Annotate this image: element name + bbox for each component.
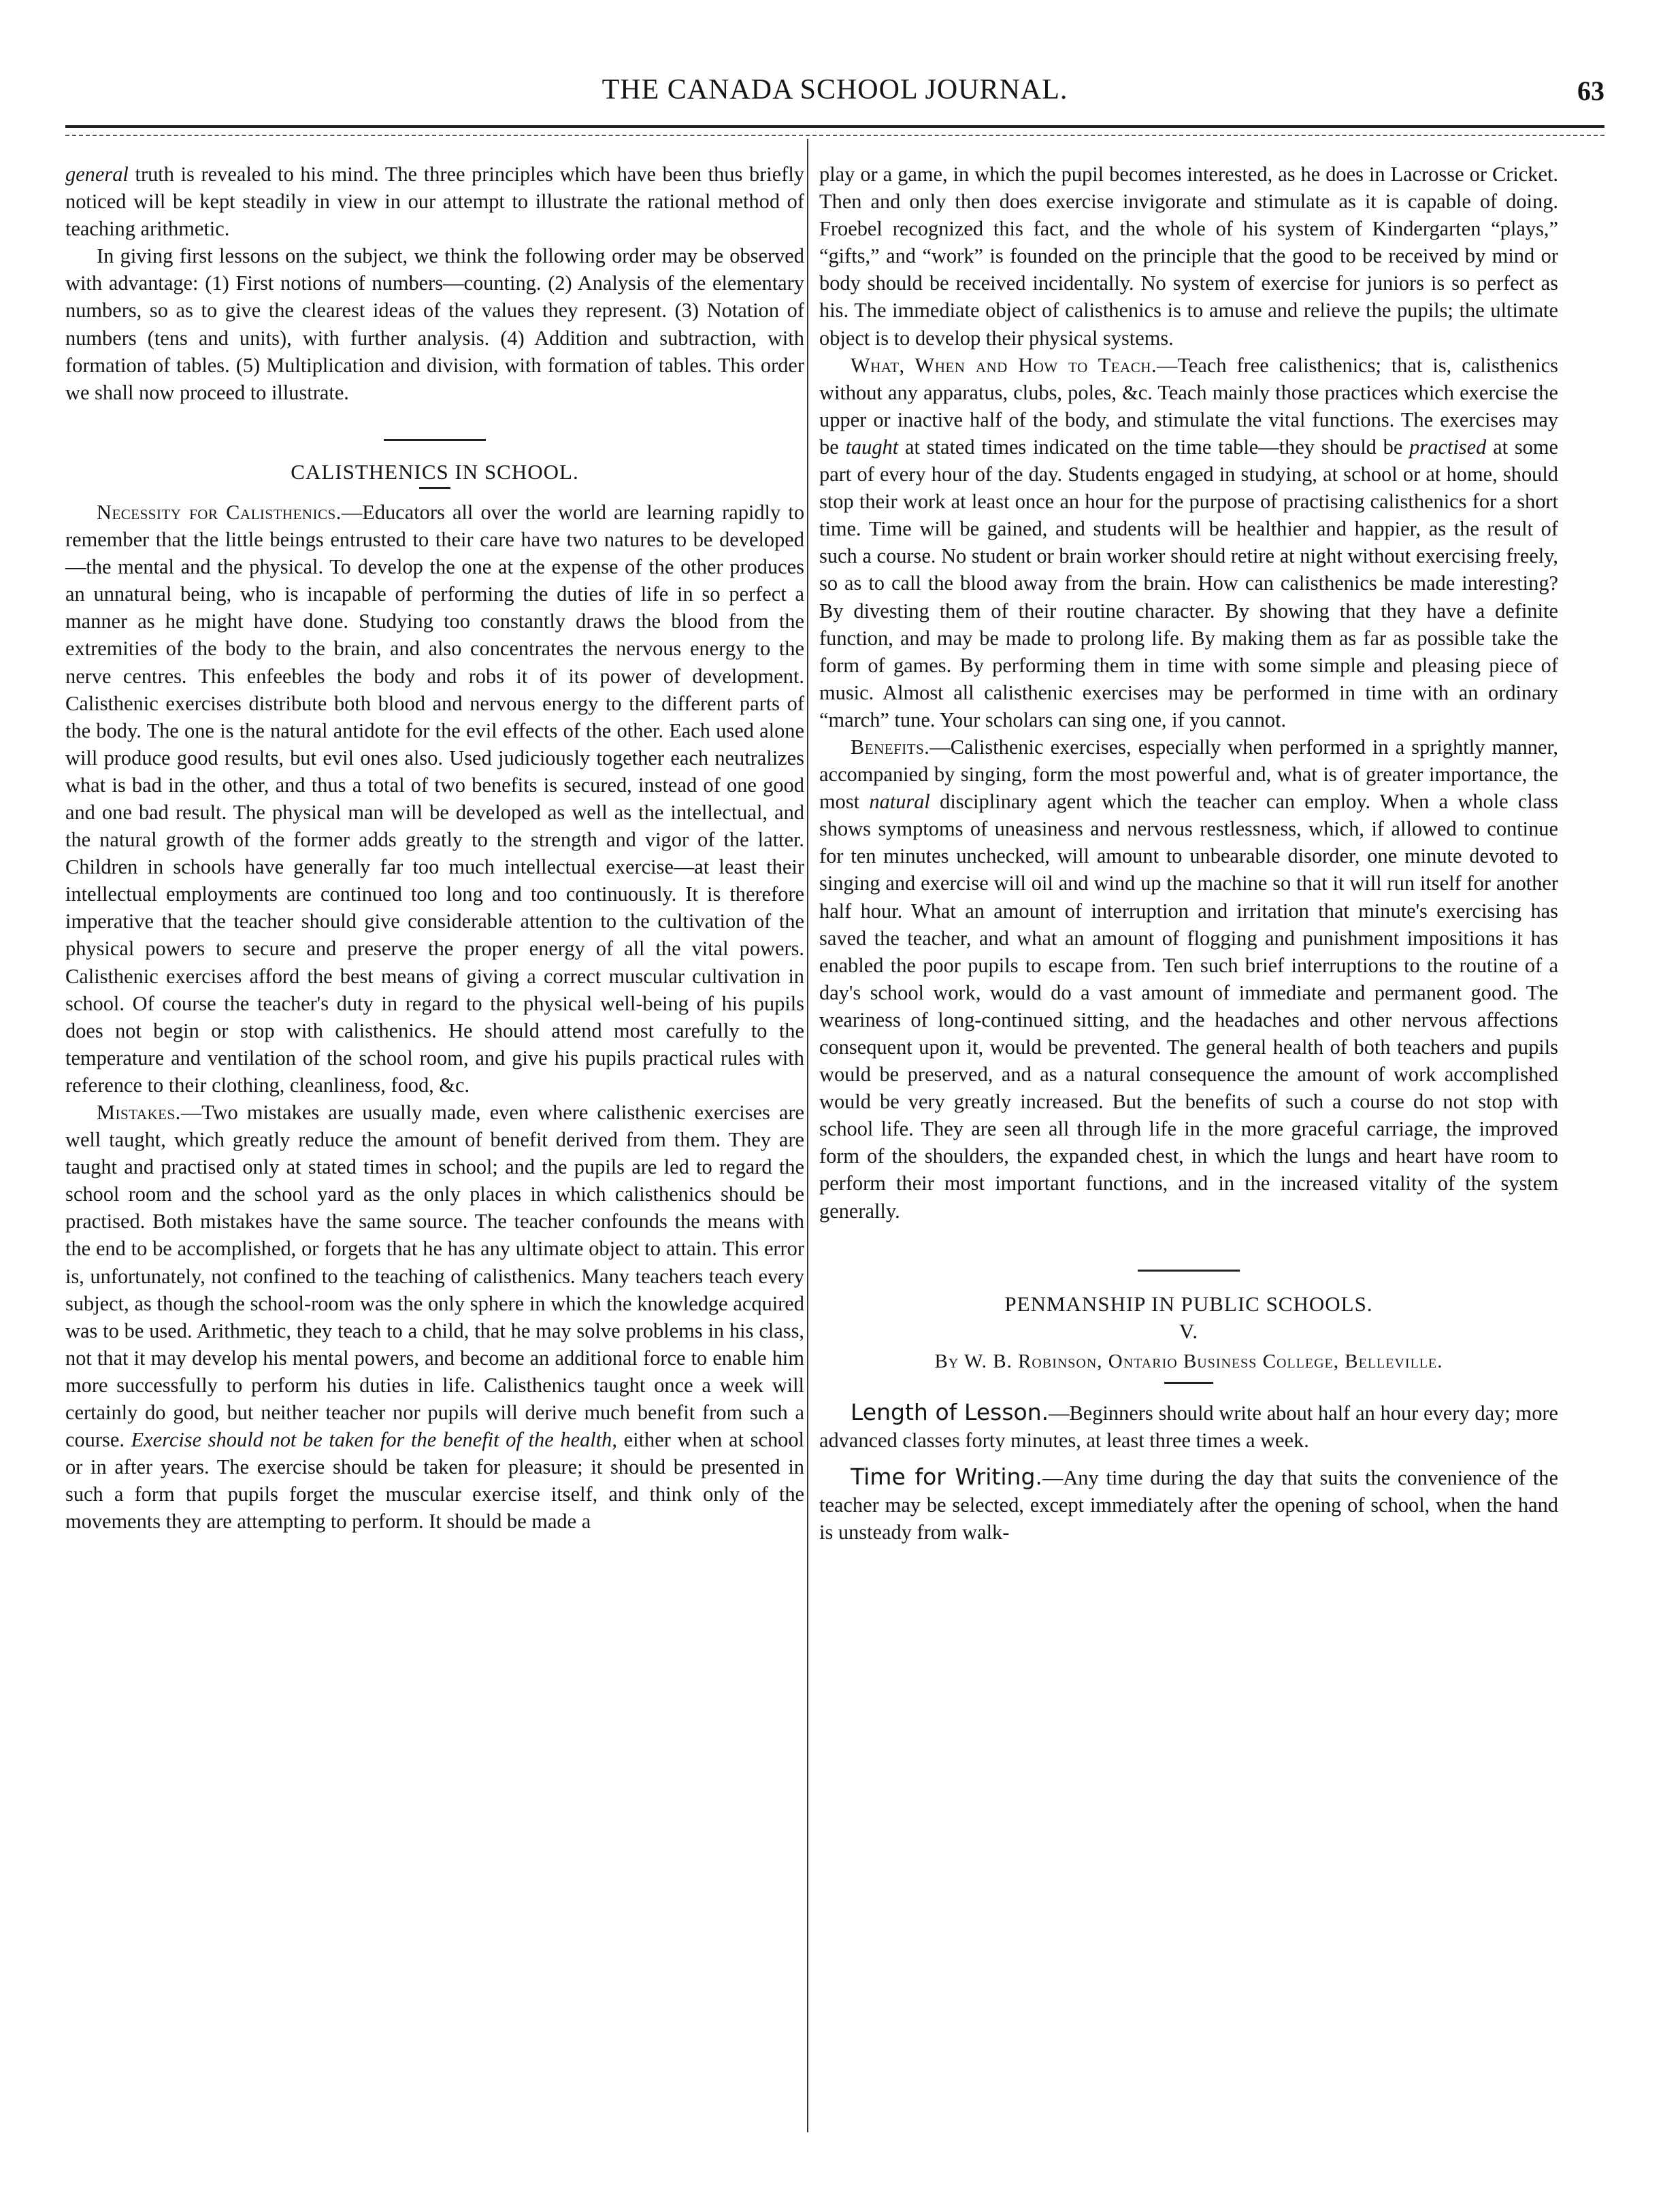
run-in-what-when-how: What, When and How to Teach. xyxy=(851,353,1157,377)
italic-exercise-health: Exercise should not be taken for the benefit of the health, xyxy=(131,1428,617,1452)
header-rule-dashed xyxy=(65,135,1604,136)
header-rule xyxy=(65,125,1604,128)
journal-title: THE CANADA SCHOOL JOURNAL. xyxy=(602,74,1068,105)
paragraph-length-of-lesson: Length of Lesson.—Beginners should write about half an hour every day; more advanced classes forty minutes, at least three times a week. xyxy=(819,1398,1558,1453)
italic-practised: practised xyxy=(1409,435,1487,459)
run-in-mistakes: Mistakes. xyxy=(97,1101,181,1124)
italic-natural: natural xyxy=(869,790,930,814)
italic-general: general xyxy=(65,163,129,186)
left-column xyxy=(65,161,804,1536)
column-divider xyxy=(807,139,808,2132)
right-column xyxy=(819,161,1558,1546)
paragraph-time-for-writing: Time for Writing.—Any time during the day that suits the convenience of the teacher may be selected, except immediately after the opening of school, when the hand is unsteady from walk- xyxy=(819,1463,1558,1544)
heading-part-number: V. xyxy=(1179,1319,1199,1343)
run-in-time-for-writing: Time for Writing. xyxy=(851,1463,1042,1491)
run-in-necessity: Necessity for Calisthenics. xyxy=(97,500,342,524)
paragraph-first-lessons: In giving first lessons on the subject, we think the following order may be observed with advantage: (1) First notions of numbers—counting. (2) Analysis of the elementary numbers, so as to give the clearest ideas of the values they represent. (3) Notation of numbers (tens and units), with further analysis. (4) Addition and subtraction, with formation of tables. (5) Multiplication and division, with formation of tables. This order we shall now proceed to illustrate. xyxy=(65,244,804,404)
heading-penmanship: PENMANSHIP IN PUBLIC SCHOOLS. xyxy=(1004,1291,1373,1316)
byline-rule xyxy=(1164,1382,1213,1384)
paragraph-play-game: play or a game, in which the pupil becomes interested, as he does in Lacrosse or Cricket. Then and only then does exercise invigorate and stimulate as it is capable of doing. Froebel recognized this fact, and the whole of his system of Kindergarten “plays,” “gifts,” and “work” is founded on the principle that the good to be received by mind or body should be received incidentally. No system of exercise for juniors is so perfect as his. The immediate object of calisthenics is to amuse and relieve the pupils; the ultimate object is to develop their physical systems. xyxy=(819,163,1558,350)
paragraph-necessity: Necessity for Calisthenics.—Educators all over the world are learning rapidly to remember that the little beings entrusted to their care have two natures to be developed—the mental and the physical. To develop the one at the expense of the other produces an unnatural being, who is incapable of performing the duties of life in so perfect a manner as he might have done. Studying too constantly draws the blood from the extremities of the body to the brain, and also concentrates the nervous energy to the nerve centres. This enfeebles the body and robs it of its power of development. Calisthenic exercises distribute both blood and nervous energy to the different parts of the body. The one is the natural antidote for the evil effects of the other. Each used alone will produce good results, but evil ones also. Used judiciously together each neutralizes what is bad in the other, and thus a total of two benefits is secured, instead of one good and one bad result. The physical man will be developed as well as the intellectual, and the natural growth of the former adds greatly to the strength and vigor of the latter. Children in schools have generally far too much intellectual exercise—at least their intellectual employments are continued too long and too continuously. It is therefore imperative that the teacher should give considerable attention to the cultivation of the physical powers to secure and preserve the proper energy of all the vital powers. Calisthenic exercises afford the best means of giving a correct muscular cultivation in school. Of course the teacher's duty in regard to the physical well-being of his pupils does not begin or stop with calisthenics. He should attend most carefully to the temperature and ventilation of the school room, and give his pupils practical rules with reference to their clothing, cleanliness, food, &c. xyxy=(65,500,805,1097)
article-byline: By W. B. Robinson, Ontario Business College, Belleville. xyxy=(934,1350,1443,1372)
paragraph-benefits: Benefits.—Calisthenic exercises, especially when performed in a sprightly manner, accompanied by singing, form the most powerful and, what is of greater importance, the most natural disciplinary agent which the teacher can employ. When a whole class shows symptoms of uneasiness and nervous restlessness, which, if allowed to continue for ten minutes unchecked, will amount to unbearable disorder, one minute devoted to singing and exercise will oil and wind up the machine so that it will run itself for another half hour. What an amount of interruption and irritation that minute's exercising has saved the teacher, and what an amount of flogging and punishment impositions it has enabled the poor pupils to escape from. Ten such brief interruptions to the routine of a day's school work, would do a vast amount of immediate and permanent good. The weariness of long-continued sitting, and the headaches and other nervous affections consequent upon it, would be prevented. The general health of both teachers and pupils would be preserved, and as a natural consequence the amount of work accomplished would be very greatly increased. But the benefits of such a course do not stop with school life. They are seen all through life in the more graceful carriage, the improved form of the shoulders, the expanded chest, in which the lungs and heart have room to perform their most important functions, and in the increased vitality of the system generally. xyxy=(819,735,1559,1223)
paragraph-what-when-how: What, When and How to Teach.—Teach free calisthenics; that is, calisthenics without any apparatus, clubs, poles, &c. Teach mainly those practices which exercise the upper or inactive half of the body, and stimulate the vital functions. The exercises may be taught at stated times indicated on the time table—they should be practised at some part of every hour of the day. Students engaged in studying, at school or at home, should stop their work at least once an hour for the purpose of practising calisthenics for a short time. Time will be gained, and students will be healthier and happier, as the result of such a course. No student or brain worker should retire at night without exercising freely, so as to call the blood away from the brain. How can calisthenics be made interesting? By divesting them of their routine character. By showing that they have a definite function, and may be made to prolong life. By making them as far as possible take the form of games. By performing them in time with some simple and pleasing piece of music. Almost all calisthenic exercises may be performed in time with an ordinary “march” tune. Your scholars can sing one, if you cannot. xyxy=(819,353,1558,731)
page-header xyxy=(65,73,1604,114)
page-number: 63 xyxy=(1577,76,1604,106)
paragraph-mistakes: Mistakes.—Two mistakes are usually made, even where calisthenic exercises are well taught, which greatly reduce the amount of benefit derived from them. They are taught and practised only at stated times in school; and the pupils are led to regard the school room and the school yard as the only places in which calisthenics should be practised. Both mistakes have the same source. The teacher confounds the means with the end to be accomplished, or forgets that he has any ultimate object to attain. This error is, unfortunately, not confined to the teaching of calisthenics. Many teachers teach every subject, as though the school-room was the only sphere in which the knowledge acquired was to be used. Arithmetic, they teach to a child, that he may solve problems in his class, not that it may develop his mental powers, and become an additional force to enable him more successfully to perform his duties in life. Calisthenics taught once a week will certainly do good, but neither teacher nor pupils will derive much benefit from such a course. Exercise should not be taken for the benefit of the health, either when at school or in after years. The exercise should be taken for pleasure; it should be presented in such a form that pupils forget the muscular exercise itself, and think only of the movements they are attempting to perform. It should be made a xyxy=(65,1101,804,1534)
run-in-length-of-lesson: Length of Lesson. xyxy=(851,1398,1049,1425)
paragraph-general-truth: general truth is revealed to his mind. The three principles which have been thus briefly noticed will be kept steadily in view in our attempt to illustrate the rational method of teaching arithmetic. xyxy=(65,163,804,241)
italic-taught: taught xyxy=(845,435,899,459)
heading-underline xyxy=(419,487,450,489)
heading-calisthenics: CALISTHENICS IN SCHOOL. xyxy=(291,459,579,484)
run-in-benefits: Benefits. xyxy=(851,735,930,759)
